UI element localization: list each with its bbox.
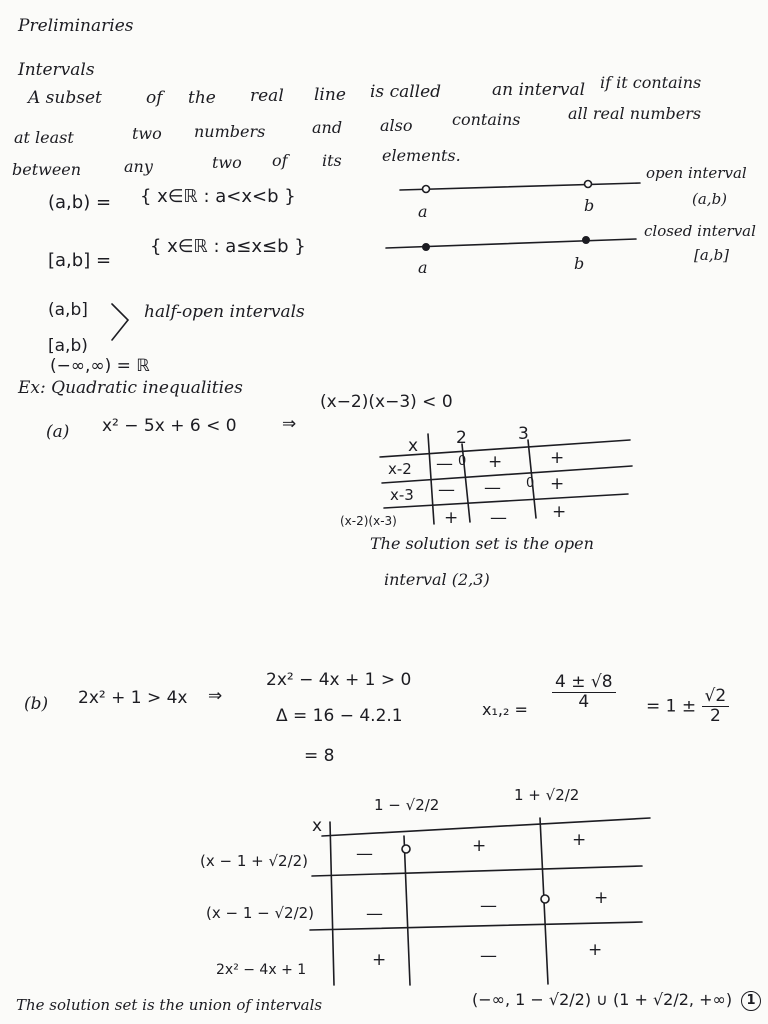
definition-word: elements.	[382, 146, 461, 165]
sign-cell: —	[438, 480, 455, 500]
definition-word: its	[322, 151, 342, 170]
definition-word: A subset	[28, 88, 102, 108]
open-endpoint-b	[585, 181, 592, 188]
definition-word: two	[212, 153, 242, 172]
definition-word: all real numbers	[568, 104, 702, 123]
page-number: 1	[741, 991, 761, 1011]
sign-cell: +	[572, 830, 587, 850]
part-a-conclusion: The solution set is the open	[370, 534, 594, 553]
sign-table-header-root: 3	[518, 424, 529, 444]
sign-table-a-hline	[380, 440, 630, 457]
sign-table-b-hline	[312, 866, 642, 876]
definition-word: numbers	[194, 122, 266, 141]
roots-denominator: 4	[578, 692, 590, 712]
zero-marker: 0	[526, 476, 535, 491]
sign-table-a-hline	[384, 494, 628, 508]
definition-word: of	[272, 151, 288, 170]
number-line-label-a: a	[418, 202, 428, 221]
sign-table-header-x: x	[312, 816, 323, 836]
root-zero-marker	[541, 895, 549, 903]
sign-cell: —	[480, 946, 497, 966]
closed-endpoint-a	[423, 244, 429, 250]
closed-interval-lhs: [a,b] =	[48, 250, 112, 271]
half-open-brace	[112, 304, 128, 340]
sign-table-b-hline	[310, 922, 642, 930]
sign-cell: —	[484, 478, 501, 498]
definition-word: any	[124, 157, 153, 176]
roots-simplified-prefix: = 1 ±	[646, 696, 697, 717]
definition-word: contains	[452, 110, 521, 129]
number-line-label-a: a	[418, 258, 428, 277]
definition-word: line	[314, 85, 346, 105]
definition-word: also	[380, 116, 413, 135]
implies-arrow: ⇒	[282, 414, 297, 434]
sign-cell: +	[488, 452, 503, 472]
closed-interval-caption-notation: [a,b]	[694, 246, 730, 264]
sign-cell: +	[550, 474, 565, 494]
open-interval-lhs: (a,b) =	[48, 192, 112, 213]
number-line-label-b: b	[574, 254, 585, 273]
roots-frac-denominator: 2	[709, 706, 721, 726]
discriminant: Δ = 16 − 4.2.1	[276, 706, 403, 726]
definition-word: real	[250, 86, 284, 106]
sign-table-header-root: 2	[456, 428, 467, 448]
sign-cell: +	[594, 888, 609, 908]
closed-interval-set: { x∈ℝ : a≤x≤b }	[150, 236, 306, 257]
open-interval-caption-notation: (a,b)	[692, 190, 728, 208]
part-a-conclusion: interval (2,3)	[384, 570, 490, 589]
sign-table-b-vline	[330, 822, 334, 985]
sign-cell: —	[366, 904, 383, 924]
half-open-label: half-open intervals	[144, 302, 305, 322]
half-open-item: (a,b]	[48, 300, 88, 320]
example-heading: Ex: Quadratic inequalities	[18, 378, 243, 398]
definition-word: an interval	[492, 80, 586, 100]
zero-marker: 0	[458, 454, 467, 469]
sign-table-b-hline	[322, 818, 650, 836]
part-b-inequality: 2x² + 1 > 4x	[78, 688, 188, 708]
sign-table-b-vline	[404, 836, 410, 985]
discriminant-value: = 8	[304, 746, 335, 766]
section-heading: Intervals	[18, 60, 95, 80]
sign-cell: +	[550, 448, 565, 468]
definition-word: the	[188, 88, 216, 108]
half-open-item: [a,b)	[48, 336, 88, 356]
sign-cell: —	[436, 454, 453, 474]
roots-numerator: 4 ± √8	[552, 674, 616, 693]
definition-word: of	[146, 88, 163, 108]
open-interval-caption: open interval	[646, 164, 747, 182]
open-interval-line	[400, 183, 640, 190]
definition-word: is called	[370, 82, 442, 102]
closed-interval-caption: closed interval	[644, 222, 756, 240]
sign-table-row-label: x-2	[388, 460, 412, 478]
sign-table-a-hline	[382, 466, 632, 483]
sign-cell: +	[372, 950, 387, 970]
sign-table-header-root: 1 − √2/2	[374, 796, 440, 814]
sign-cell: —	[490, 508, 507, 528]
part-b-label: (b)	[24, 694, 49, 714]
sign-table-row-label: (x-2)(x-3)	[340, 514, 397, 528]
sign-table-row-label: x-3	[390, 486, 414, 504]
definition-word: if it contains	[600, 73, 702, 92]
part-b-rearranged: 2x² − 4x + 1 > 0	[266, 670, 412, 690]
definition-word: between	[12, 160, 82, 179]
sign-table-header-root: 1 + √2/2	[514, 786, 580, 804]
roots-frac-numerator: √2	[702, 688, 730, 707]
sign-table-header-x: x	[408, 436, 419, 456]
part-a-label: (a)	[46, 422, 70, 442]
definition-word: two	[132, 124, 162, 143]
real-line-notation: (−∞,∞) = ℝ	[50, 356, 150, 376]
sign-cell: —	[356, 844, 373, 864]
sign-cell: —	[480, 896, 497, 916]
part-b-solution: (−∞, 1 − √2/2) ∪ (1 + √2/2, +∞)	[472, 990, 733, 1009]
sign-table-row-label: 2x² − 4x + 1	[216, 962, 307, 978]
sign-cell: +	[552, 502, 567, 522]
implies-arrow: ⇒	[208, 686, 223, 706]
sign-table-row-label: (x − 1 + √2/2)	[200, 852, 309, 870]
open-interval-set: { x∈ℝ : a<x<b }	[140, 186, 296, 207]
definition-word: at least	[14, 128, 74, 147]
root-zero-marker	[402, 845, 410, 853]
sign-cell: +	[472, 836, 487, 856]
part-a-factored: (x−2)(x−3) < 0	[320, 392, 453, 412]
number-line-label-b: b	[584, 196, 595, 215]
open-endpoint-a	[423, 186, 430, 193]
roots-lhs: x₁,₂ =	[482, 700, 528, 719]
definition-word: and	[312, 118, 343, 137]
sign-table-a-vline	[462, 444, 470, 522]
page-title: Preliminaries	[18, 16, 134, 36]
closed-endpoint-b	[583, 237, 589, 243]
sign-cell: +	[588, 940, 603, 960]
sign-cell: +	[444, 508, 459, 528]
sign-table-row-label: (x − 1 − √2/2)	[206, 904, 315, 922]
sign-table-a-vline	[528, 440, 536, 518]
part-a-inequality: x² − 5x + 6 < 0	[102, 416, 237, 436]
part-b-conclusion: The solution set is the union of intervals	[16, 996, 323, 1014]
